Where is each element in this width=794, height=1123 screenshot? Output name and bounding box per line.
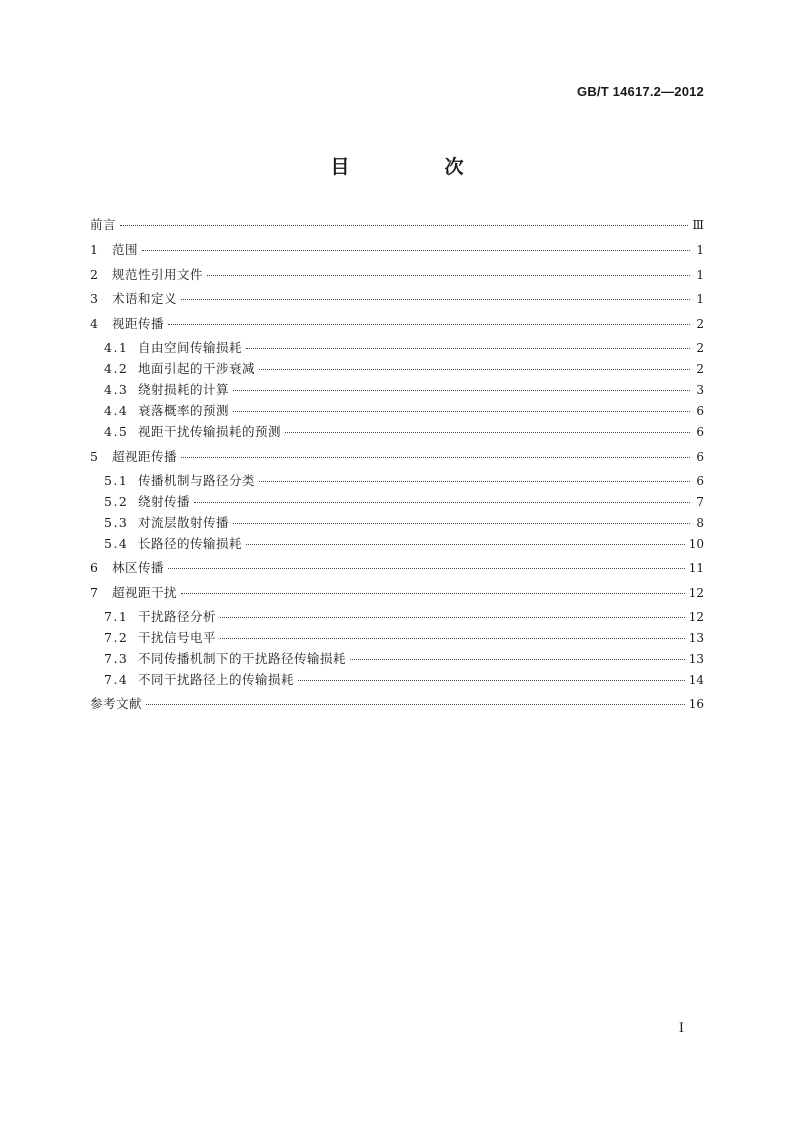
toc-entry[interactable]	[90, 314, 704, 334]
toc-entry-label: 干扰路径分析	[138, 609, 217, 624]
toc-entry-number: 4	[90, 316, 98, 331]
toc-entry-page: 1	[696, 268, 704, 282]
toc-entry[interactable]	[90, 265, 704, 285]
toc-dot-leader	[285, 422, 690, 433]
toc-entry-number: 7.4	[104, 672, 129, 687]
toc-dot-leader	[194, 492, 690, 503]
toc-dot-leader	[168, 314, 690, 325]
toc-entry-page: 6	[696, 404, 704, 418]
toc-dot-leader	[233, 380, 690, 391]
toc-entry-number: 3	[90, 291, 98, 306]
toc-dot-leader	[142, 240, 690, 251]
toc-entry-page: 12	[688, 610, 704, 624]
toc-entry[interactable]	[90, 492, 704, 512]
toc-entry-label: 不同干扰路径上的传输损耗	[138, 672, 295, 687]
toc-entry-number: 4.1	[104, 340, 129, 355]
toc-dot-leader	[298, 670, 685, 681]
page-title: 目 次	[330, 156, 502, 178]
toc-entry-label: 超视距干扰	[112, 585, 178, 600]
toc-dot-leader	[350, 649, 685, 660]
toc-entry[interactable]	[90, 513, 704, 533]
toc-entry-label: 术语和定义	[112, 291, 178, 306]
toc-entry-label: 视距干扰传输损耗的预测	[138, 424, 282, 439]
toc-entry-label: 绕射传播	[138, 494, 191, 509]
toc-entry[interactable]	[90, 215, 704, 235]
toc-entry[interactable]	[90, 289, 704, 309]
toc-dot-leader	[181, 583, 685, 594]
toc-entry[interactable]	[90, 401, 704, 421]
toc-entry-number: 4.4	[104, 403, 129, 418]
toc-entry[interactable]	[90, 628, 704, 648]
toc-entry[interactable]	[90, 607, 704, 627]
toc-entry-number: 5.1	[104, 473, 129, 488]
toc-entry-page: 14	[688, 673, 704, 687]
toc-dot-leader	[246, 534, 685, 545]
toc-dot-leader	[207, 265, 690, 276]
toc-entry-label: 长路径的传输损耗	[138, 536, 243, 551]
toc-entry[interactable]	[90, 649, 704, 669]
toc-entry-label: 自由空间传输损耗	[138, 340, 243, 355]
toc-entry-number: 7	[90, 585, 98, 600]
toc-entry[interactable]	[90, 558, 704, 578]
toc-entry[interactable]	[90, 534, 704, 554]
toc-entry-page: 10	[688, 537, 704, 551]
toc-entry-page: 3	[696, 383, 704, 397]
toc-dot-leader	[220, 628, 685, 639]
toc-entry-number: 7.2	[104, 630, 129, 645]
toc-entry-number: 5	[90, 449, 98, 464]
toc-entry-number: 7.3	[104, 651, 129, 666]
toc-entry[interactable]	[90, 240, 704, 260]
toc-entry-number: 4.3	[104, 382, 129, 397]
toc-dot-leader	[233, 401, 690, 412]
toc-dot-leader	[181, 447, 690, 458]
toc-entry-number: 7.1	[104, 609, 129, 624]
toc-entry-page: 6	[696, 425, 704, 439]
toc-entry-label: 地面引起的干涉衰减	[138, 361, 256, 376]
toc-entry-label: 干扰信号电平	[138, 630, 217, 645]
page-number: I	[678, 1021, 684, 1036]
toc-entry-page: 2	[696, 341, 704, 355]
toc-entry[interactable]	[90, 471, 704, 491]
toc-entry-page: Ⅲ	[692, 218, 704, 232]
toc-entry-page: 8	[696, 516, 704, 530]
toc-entry-page: 12	[688, 586, 704, 600]
toc-dot-leader	[259, 359, 690, 370]
toc-entry-number: 1	[90, 242, 98, 257]
toc-entry-label: 视距传播	[112, 316, 165, 331]
toc-entry-label: 传播机制与路径分类	[138, 473, 256, 488]
toc-entry[interactable]	[90, 583, 704, 603]
toc-entry-label: 绕射损耗的计算	[138, 382, 230, 397]
toc-entry[interactable]	[90, 422, 704, 442]
toc-entry-page: 1	[696, 243, 704, 257]
toc-entry-label: 林区传播	[112, 560, 165, 575]
toc-dot-leader	[246, 338, 690, 349]
toc-entry-number: 4.2	[104, 361, 129, 376]
toc-entry-page: 2	[696, 317, 704, 331]
toc-entry-number: 2	[90, 267, 98, 282]
toc-entry-label: 规范性引用文件	[112, 267, 204, 282]
toc-entry[interactable]	[90, 447, 704, 467]
toc-entry-label: 参考文献	[90, 696, 143, 711]
toc-entry[interactable]	[90, 380, 704, 400]
toc-entry-label: 范围	[112, 242, 139, 257]
toc-entry-page: 2	[696, 362, 704, 376]
toc-entry-page: 16	[688, 697, 704, 711]
toc-entry-number: 5.2	[104, 494, 129, 509]
toc-entry-page: 13	[688, 652, 704, 666]
standard-code: GB/T 14617.2—2012	[577, 84, 704, 99]
toc-entry-label: 衰落概率的预测	[138, 403, 230, 418]
toc-entry-page: 1	[696, 292, 704, 306]
toc-entry-page: 11	[688, 561, 704, 575]
toc-dot-leader	[120, 215, 688, 226]
toc-entry[interactable]	[90, 359, 704, 379]
toc-entry-page: 6	[696, 474, 704, 488]
toc-entry-number: 5.3	[104, 515, 129, 530]
toc-entry[interactable]	[90, 694, 704, 714]
toc-entry-label: 前言	[90, 217, 117, 232]
toc-dot-leader	[220, 607, 685, 618]
toc-entry[interactable]	[90, 670, 704, 690]
toc-dot-leader	[146, 694, 685, 705]
toc-entry-page: 13	[688, 631, 704, 645]
toc-entry-number: 4.5	[104, 424, 129, 439]
toc-dot-leader	[233, 513, 690, 524]
toc-entry-page: 7	[696, 495, 704, 509]
toc-entry-label: 不同传播机制下的干扰路径传输损耗	[138, 651, 347, 666]
toc-entry-label: 对流层散射传播	[138, 515, 230, 530]
toc-dot-leader	[259, 471, 690, 482]
toc-entry-number: 5.4	[104, 536, 129, 551]
toc-dot-leader	[168, 558, 685, 569]
toc-dot-leader	[181, 289, 690, 300]
toc-entry-label: 超视距传播	[112, 449, 178, 464]
toc-entry[interactable]	[90, 338, 704, 358]
toc-entry-page: 6	[696, 450, 704, 464]
toc-entry-number: 6	[90, 560, 98, 575]
